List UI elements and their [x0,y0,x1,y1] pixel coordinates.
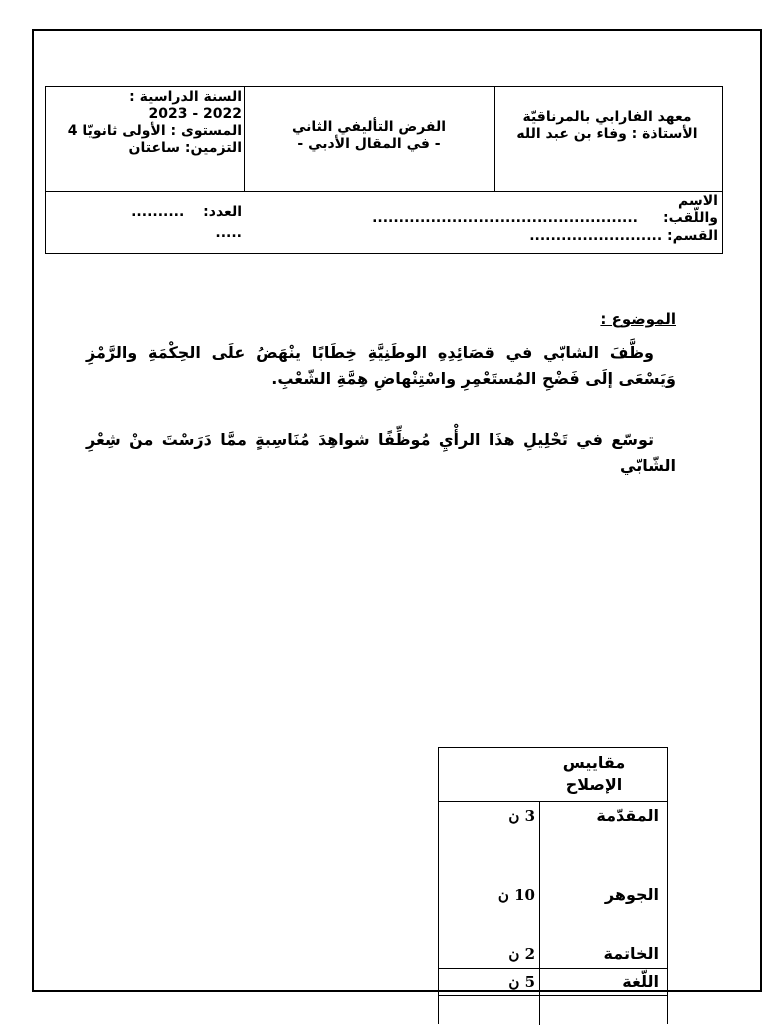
exam-title-cell [246,119,492,153]
level: المستوى : الأولى ثانويّا 4 [67,123,242,139]
subject-paragraph-1 [86,340,676,392]
grading-column-divider [539,801,540,1025]
grade-dots-continued: ..... [215,225,242,241]
grade-label: العدد: [203,204,242,220]
criterion-conclusion: الخاتمة [603,944,659,963]
score-body: 10 ن [497,886,535,904]
subject-paragraph-2 [86,427,676,479]
grading-title: مقاييس الإصلاح [562,753,626,794]
score-introduction: 3 ن [508,807,535,825]
student-name-field[interactable] [278,193,718,245]
criterion-language: اللّغة [622,972,659,991]
grading-header-line [439,801,667,802]
subject-text-2: توسّع في تَحْلِيلِ هذَا الرأْيِ مُوظِّفًا شواهِدَ مُنَاسِبةٍ ممَّا دَرَسْتَ منْ شِعْرِ الشّابّي [86,430,676,475]
header-divider-left [244,87,245,191]
subject-label: الموضوع : [600,310,676,328]
criterion-body: الجوهر [604,885,659,904]
student-name-label: الاسم واللّقب: [663,193,718,226]
exam-info-cell [52,89,242,157]
exam-header [45,86,723,254]
exam-subtitle: - في المقال الأدبي - [297,136,441,152]
score-conclusion: 2 ن [508,945,535,963]
school-year-value: 2022 - 2023 [148,106,242,122]
school-year-label: السنة الدراسية : [129,89,242,105]
criterion-introduction: المقدّمة [596,806,659,825]
header-divider-row [46,191,722,192]
teacher-name: الأستاذة : وفاء بن عبد الله [516,126,698,142]
score-language: 5 ن [508,973,535,991]
exam-title: الفرض التأليفي الثاني [291,119,447,135]
class-dots: ......................... [529,228,663,244]
grading-table [438,747,668,1024]
header-divider-right [494,87,495,191]
grade-field[interactable] [52,204,242,242]
grade-dots: .......... [131,204,185,220]
grading-row-line [439,995,667,996]
institute-name: معهد الفارابي بالمرناقيّة [522,109,692,125]
grading-row-line [439,968,667,969]
subject-text-1: وظَّفَ الشابّي في قصَائِدِهِ الوطَنِيَّةِ خِطَابًا ينْهَضُ علَى الحِكْمَةِ والرَّمْزِ وَيَسْعَى إلَى فَضْحِ المُستَعْمِرِ واسْتِنْهاضِ هِمَّةِ الشّعْبِ. [86,343,676,388]
institute-cell [496,109,718,143]
student-name-dots: .................................................. [372,210,638,226]
class-label: القسم: [667,228,718,244]
duration: التزمين: ساعتان [128,140,242,156]
